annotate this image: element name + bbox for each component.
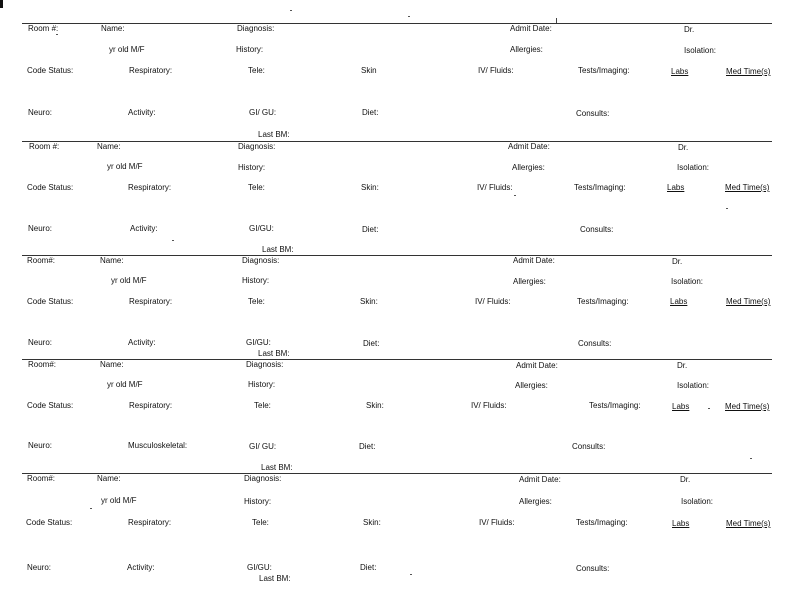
doctor-label: Dr. <box>672 257 683 266</box>
name-label: Name: <box>100 360 124 369</box>
code-status-label: Code Status: <box>27 401 74 410</box>
room-label: Room#: <box>28 360 57 369</box>
labs-label: Labs <box>667 183 685 192</box>
gi-gu-label: GI/GU: <box>247 563 272 572</box>
patient-block-5 <box>0 473 794 613</box>
history-label: History: <box>244 497 272 506</box>
patient-block-4 <box>0 359 794 473</box>
consults-label: Consults: <box>576 564 610 573</box>
block-divider <box>22 141 772 142</box>
code-status-label: Code Status: <box>26 518 73 527</box>
isolation-label: Isolation: <box>677 163 710 172</box>
skin-label: Skin <box>361 66 377 75</box>
diet-label: Diet: <box>362 108 379 117</box>
iv-fluids-label: IV/ Fluids: <box>479 518 515 527</box>
diet-label: Diet: <box>363 339 380 348</box>
consults-label: Consults: <box>576 109 610 118</box>
patient-block-3 <box>0 255 794 359</box>
musculoskeletal-label: Musculoskeletal: <box>128 441 188 450</box>
code-status-label: Code Status: <box>27 66 74 75</box>
skin-label: Skin: <box>363 518 381 527</box>
diagnosis-label: Diagnosis: <box>246 360 284 369</box>
doctor-label: Dr. <box>678 143 689 152</box>
last-bm-label: Last BM: <box>262 245 294 254</box>
skin-label: Skin: <box>361 183 379 192</box>
scan-speck <box>408 16 410 17</box>
diagnosis-label: Diagnosis: <box>237 24 275 33</box>
gi-gu-label: GI/GU: <box>249 224 274 233</box>
scan-speck <box>514 195 516 196</box>
age-sex-label: yr old M/F <box>109 45 145 54</box>
scan-speck <box>56 34 58 35</box>
scan-speck <box>750 458 752 459</box>
activity-label: Activity: <box>127 563 155 572</box>
history-label: History: <box>248 380 276 389</box>
diet-label: Diet: <box>359 442 376 451</box>
doctor-label: Dr. <box>684 25 695 34</box>
last-bm-label: Last BM: <box>258 349 290 358</box>
labs-label: Labs <box>672 519 690 528</box>
patient-block-2 <box>0 141 794 255</box>
iv-fluids-label: IV/ Fluids: <box>478 66 514 75</box>
block-divider <box>22 255 772 256</box>
respiratory-label: Respiratory: <box>128 183 172 192</box>
gi-gu-label: GI/ GU: <box>249 442 277 451</box>
age-sex-label: yr old M/F <box>101 496 137 505</box>
neuro-label: Neuro: <box>28 338 53 347</box>
diagnosis-label: Diagnosis: <box>242 256 280 265</box>
name-label: Name: <box>101 24 125 33</box>
tele-label: Tele: <box>252 518 269 527</box>
neuro-label: Neuro: <box>28 224 53 233</box>
scan-speck <box>290 10 292 11</box>
respiratory-label: Respiratory: <box>129 297 173 306</box>
med-times-label: Med Time(s) <box>725 402 770 411</box>
tests-imaging-label: Tests/Imaging: <box>574 183 626 192</box>
med-times-label: Med Time(s) <box>725 183 770 192</box>
consults-label: Consults: <box>580 225 614 234</box>
activity-label: Activity: <box>128 338 156 347</box>
iv-fluids-label: IV/ Fluids: <box>477 183 513 192</box>
diagnosis-label: Diagnosis: <box>244 474 282 483</box>
gi-gu-label: GI/GU: <box>246 338 271 347</box>
neuro-label: Neuro: <box>28 108 53 117</box>
last-bm-label: Last BM: <box>258 130 290 139</box>
tele-label: Tele: <box>248 66 265 75</box>
room-label: Room#: <box>27 474 56 483</box>
diet-label: Diet: <box>360 563 377 572</box>
labs-label: Labs <box>672 402 690 411</box>
doctor-label: Dr. <box>677 361 688 370</box>
last-bm-label: Last BM: <box>261 463 293 472</box>
tele-label: Tele: <box>248 297 265 306</box>
scan-speck <box>172 240 174 241</box>
isolation-label: Isolation: <box>671 277 704 286</box>
isolation-label: Isolation: <box>677 381 710 390</box>
tests-imaging-label: Tests/Imaging: <box>578 66 630 75</box>
room-label: Room#: <box>27 256 56 265</box>
scan-speck <box>410 574 412 575</box>
admit-date-label: Admit Date: <box>510 24 552 33</box>
doctor-label: Dr. <box>680 475 691 484</box>
age-sex-label: yr old M/F <box>111 276 147 285</box>
tests-imaging-label: Tests/Imaging: <box>589 401 641 410</box>
code-status-label: Code Status: <box>27 297 74 306</box>
scan-speck <box>726 208 728 209</box>
tests-imaging-label: Tests/Imaging: <box>576 518 628 527</box>
room-label: Room #: <box>29 142 60 151</box>
med-times-label: Med Time(s) <box>726 297 771 306</box>
age-sex-label: yr old M/F <box>107 162 143 171</box>
activity-label: Activity: <box>130 224 158 233</box>
block-divider <box>22 473 772 474</box>
respiratory-label: Respiratory: <box>129 66 173 75</box>
tele-label: Tele: <box>254 401 271 410</box>
tele-label: Tele: <box>248 183 265 192</box>
allergies-label: Allergies: <box>515 381 548 390</box>
respiratory-label: Respiratory: <box>128 518 172 527</box>
med-times-label: Med Time(s) <box>726 519 771 528</box>
scan-speck <box>708 408 710 409</box>
labs-label: Labs <box>670 297 688 306</box>
allergies-label: Allergies: <box>512 163 545 172</box>
isolation-label: Isolation: <box>684 46 717 55</box>
history-label: History: <box>242 276 270 285</box>
iv-fluids-label: IV/ Fluids: <box>475 297 511 306</box>
skin-label: Skin: <box>366 401 384 410</box>
diagnosis-label: Diagnosis: <box>238 142 276 151</box>
name-label: Name: <box>97 142 121 151</box>
admit-date-label: Admit Date: <box>519 475 561 484</box>
block-divider <box>22 359 772 360</box>
neuro-label: Neuro: <box>28 441 53 450</box>
labs-label: Labs <box>671 67 689 76</box>
allergies-label: Allergies: <box>510 45 543 54</box>
iv-fluids-label: IV/ Fluids: <box>471 401 507 410</box>
scan-speck <box>90 508 92 509</box>
isolation-label: Isolation: <box>681 497 714 506</box>
respiratory-label: Respiratory: <box>129 401 173 410</box>
patient-block-1 <box>0 0 794 141</box>
consults-label: Consults: <box>572 442 606 451</box>
allergies-label: Allergies: <box>519 497 552 506</box>
consults-label: Consults: <box>578 339 612 348</box>
gi-gu-label: GI/ GU: <box>249 108 277 117</box>
name-label: Name: <box>100 256 124 265</box>
code-status-label: Code Status: <box>27 183 74 192</box>
diet-label: Diet: <box>362 225 379 234</box>
name-label: Name: <box>97 474 121 483</box>
last-bm-label: Last BM: <box>259 574 291 583</box>
history-label: History: <box>236 45 264 54</box>
activity-label: Activity: <box>128 108 156 117</box>
med-times-label: Med Time(s) <box>726 67 771 76</box>
block-divider <box>22 23 772 24</box>
admit-date-label: Admit Date: <box>513 256 555 265</box>
skin-label: Skin: <box>360 297 378 306</box>
age-sex-label: yr old M/F <box>107 380 143 389</box>
admit-date-label: Admit Date: <box>508 142 550 151</box>
history-label: History: <box>238 163 266 172</box>
room-label: Room #: <box>28 24 59 33</box>
tests-imaging-label: Tests/Imaging: <box>577 297 629 306</box>
admit-date-label: Admit Date: <box>516 361 558 370</box>
allergies-label: Allergies: <box>513 277 546 286</box>
neuro-label: Neuro: <box>27 563 52 572</box>
